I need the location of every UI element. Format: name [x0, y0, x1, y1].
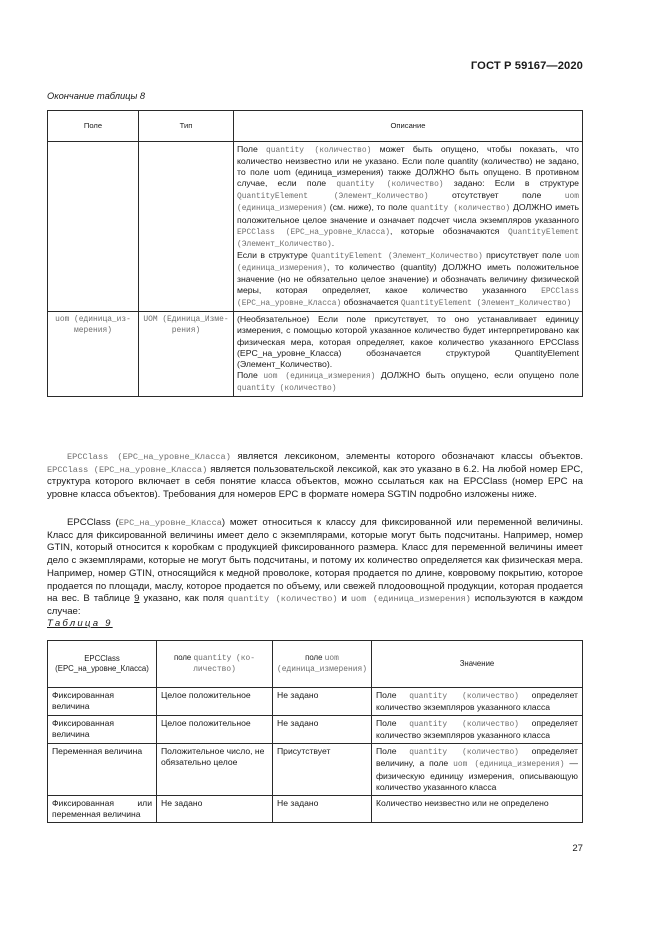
code-term: quantity (количество)	[266, 146, 372, 155]
table-9-cell-quantity: Положительное число, не обязательно целое	[157, 744, 273, 795]
code-term: QuantityElement (Элемент_Количество)	[237, 227, 580, 249]
code-term: EPCClass (EPC_на_уровне_Класса)	[237, 287, 579, 309]
table-9-cell-value: Поле quantity (количество) определяет количество экземпляров указанного класса	[371, 716, 582, 744]
code-term: quantity (количество)	[409, 720, 519, 730]
paragraph-epcclass-quantity: EPCClass (EPC_на_уровне_Класса) может относиться к классу для фиксированной или переменной величины. Класс для фиксированной величины имеет дело с экземплярами, которые могут быть подсчитаны. Например, номер GTIN, который относится к коробкам с продукцией фиксированного размера. Класс для переменной величины имеет дело с экземплярами, которые не могут быть подсчитаны, и потому их количество определяется как физическая мера. Например, номер GTIN, относящийся к медной проволоке, которая продается по длине, ковровому покрытию, которое продается по площади, маслу, которое продается по объему, или свежей плодоовощной продукции, которая продается на вес. В таблице 9 указано, как поля quantity (количество) и uom (единица_измерения) используются в каждом случае:	[47, 517, 584, 617]
table-row	[48, 688, 583, 716]
code-term: quantity (количество)	[409, 692, 519, 701]
table-9-cell-uom: Не задано	[273, 688, 372, 716]
code-term: quantity (количество)	[409, 748, 519, 758]
table-9-header-value: Значение	[371, 641, 582, 688]
table-9-cell-quantity: Не задано	[157, 795, 273, 822]
table-9-header-quantity: поле quantity (ко-личество)	[157, 641, 273, 688]
table-row	[48, 716, 583, 744]
code-term: EPC_на_уровне_Класса	[118, 518, 222, 528]
code-term: uom (единица_измерения)	[350, 594, 471, 605]
table-9-cell-value: Поле quantity (количество) определяет величину, а поле uom (единица_измерения) — физическую единицу измерения, описывающую количество указанного класса	[371, 744, 582, 795]
table-9-cell-value: Поле quantity (количество) определяет количество экземпляров указанного класса	[371, 688, 582, 716]
table-9-cell-value: Количество неизвестно или не определено	[371, 795, 582, 822]
code-term: uom (единица_измерения)	[263, 371, 376, 381]
table-8-header-type: Тип	[139, 111, 234, 142]
table-9-caption: Таблица 9	[47, 618, 113, 629]
code-term: uom (единица_измерения)	[277, 654, 367, 674]
code-term: quantity (ко-личество)	[193, 654, 255, 674]
table-8	[47, 110, 583, 397]
table-9-cell-uom: Присутствует	[273, 744, 372, 795]
code-term: uom (единица_измерения)	[237, 192, 580, 214]
code-term: EPCClass (EPC_на_уровне_Класса)	[237, 227, 390, 237]
table-9-cell-quantity: Целое положительное	[157, 716, 273, 744]
table-9-cell-class: Переменная величина	[48, 744, 157, 795]
paragraph-epcclass-lexicon: EPCClass (EPC_на_уровне_Класса) является лексиконом, элементы которого обозначают классы объектов. EPCClass (EPC_на_уровне_Класса) является пользовательской лексикой, как это указано в 6.2. На любой номер EPC, структура которого включает в себя понятие класса объектов, можно ссылаться как на EPCClass (номер EPC на уровне класса объектов). Требования для номеров EPC в формате номера SGTIN подробно изложены ниже.	[47, 451, 583, 501]
table-reference-link: 9	[134, 593, 140, 605]
code-term: quantity (количество)	[410, 204, 511, 214]
table-8-type-cell-empty	[139, 142, 234, 312]
table-row	[48, 795, 583, 822]
table-8-caption: Окончание таблицы 8	[47, 91, 146, 101]
code-term: quantity (количество)	[227, 594, 338, 605]
table-8-field-cell-empty	[48, 142, 139, 312]
table-8-header-field: Поле	[48, 111, 139, 142]
table-9	[47, 640, 583, 823]
code-term: uom (единица_измерения)	[453, 760, 565, 770]
code-term: QuantityElement (Элемент_Количество)	[400, 299, 572, 309]
code-term: quantity (количество)	[237, 383, 337, 393]
code-term: QuantityElement (Элемент_Количество)	[311, 251, 483, 261]
table-9-cell-class: Фиксированная величина	[48, 716, 157, 744]
table-9-cell-uom: Не задано	[273, 716, 372, 744]
code-term: QuantityElement (Элемент_Количество)	[237, 192, 429, 202]
table-8-row-uom	[48, 312, 583, 397]
table-9-header-row	[48, 641, 583, 688]
table-row	[48, 744, 583, 795]
table-8-header-row	[48, 111, 583, 142]
code-term: uom (единица_измерения)	[237, 251, 579, 273]
table-9-cell-class: Фиксированная величина	[48, 688, 157, 716]
table-8-row-quantity	[48, 142, 583, 312]
code-term: EPCClass (EPC_на_уровне_Класса)	[47, 464, 208, 475]
table-9-header-epcclass: EPCClass (EPC_на_уровне_Класса)	[48, 641, 157, 688]
table-8-description-quantity: Поле quantity (количество) может быть опущено, чтобы показать, что количество неизвестно или не указано. Если поле quantity (количество) не задано, то поле uom (единица_измерения) также ДОЛЖНО быть опущено. В противном случае, если поле quantity (количество) задано: Если в структуре QuantityElement (Элемент_Количество) отсутствует поле uom (единица_измерения) (см. ниже), то поле quantity (количество) ДОЛЖНО иметь положительное целое значение и означает подсчет числа экземпляров указанного EPCClass (EPC_на_уровне_Класса), которые обозначаются QuantityElement (Элемент_Количество). Если в структуре QuantityElement (Элемент_Количество) присутствует поле uom (единица_измерения), то количество (quantity) ДОЛЖНО иметь положительное значение (но не обязательно целое значение) и обозначать величину физической меры, которая определяет, какое количество указанного EPCClass (EPC_на_уровне_Класса) обозначается QuantityElement (Элемент_Количество)	[234, 142, 583, 312]
table-9-cell-class: Фиксированная или переменная величина	[48, 795, 157, 822]
table-8-description-uom: (Необязательное) Если поле присутствует, то оно устанавливает единицу измерения, с помощью которой указанное количество будет интерпретировано как физическая мера, которая определяет, какое количество указанного EPCClass (EPC_на_уровне_Класса) обозначается структурой QuantityElement (Элемент_Количество). Поле uom (единица_измерения) ДОЛЖНО быть опущено, если опущено поле quantity (количество)	[234, 312, 583, 397]
table-9-cell-quantity: Целое положительное	[157, 688, 273, 716]
table-9-header-uom: поле uom (единица_измерения)	[273, 641, 372, 688]
table-8-type-uom: UOM (Единица_Изме-рения)	[139, 312, 234, 397]
page-number: 27	[572, 843, 583, 854]
code-term: EPCClass (EPC_на_уровне_Класса)	[67, 452, 231, 462]
standard-number: ГОСТ Р 59167—2020	[470, 60, 583, 72]
table-9-cell-uom: Не задано	[273, 795, 372, 822]
table-8-header-description: Описание	[234, 111, 583, 142]
table-8-field-uom: uom (единица_из-мерения)	[48, 312, 139, 397]
code-term: quantity (количество)	[336, 180, 444, 190]
